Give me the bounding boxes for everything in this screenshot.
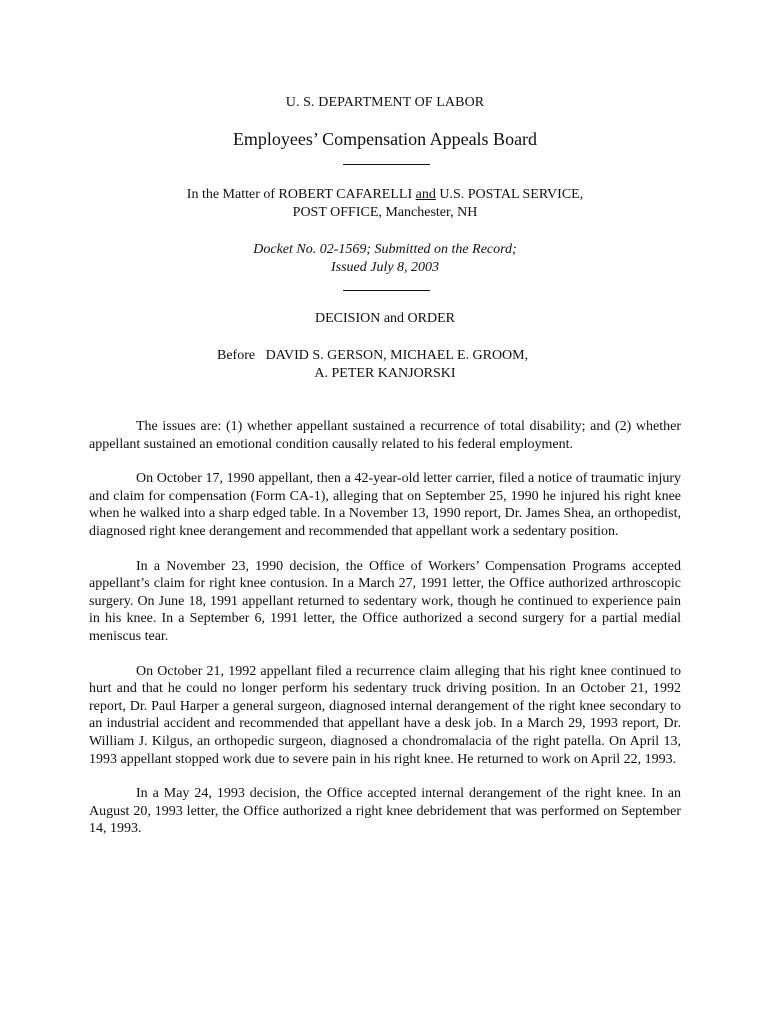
paragraph-issues: The issues are: (1) whether appellant sustained a recurrence of total disability; and (2) whether appellant sustained an emotional condition causally related to his federal employment. bbox=[89, 419, 681, 452]
docket-divider bbox=[343, 290, 430, 291]
decision-title: DECISION and ORDER bbox=[315, 311, 455, 326]
board-title: Employees’ Compensation Appeals Board bbox=[232, 129, 538, 149]
caption-party-2: U.S. POSTAL SERVICE, bbox=[435, 187, 584, 202]
title-divider bbox=[343, 164, 430, 165]
department-heading: U. S. DEPARTMENT OF LABOR bbox=[285, 95, 485, 110]
docket-line-1: Docket No. 02-1569; Submitted on the Record; bbox=[253, 242, 517, 257]
paragraph-derangement-accepted: In a May 24, 1993 decision, the Office accepted internal derangement of the right knee. In an August 20, 1993 letter, the Office authorized a right knee debridement that was performed on September 14, 1993. bbox=[89, 786, 681, 837]
panel-names-2: A. PETER KANJORSKI bbox=[314, 366, 456, 381]
paragraph-claim-accepted: In a November 23, 1990 decision, the Office of Workers’ Compensation Programs accepted appellant’s claim for right knee contusion. In a March 27, 1991 letter, the Office authorized arthroscopic surgery. On June 18, 1991 appellant returned to sedentary work, though he continued to experience pain in his knee. In a September 6, 1991 letter, the Office authorized a second surgery for a partial medial meniscus tear. bbox=[89, 558, 681, 644]
case-caption bbox=[0, 186, 770, 222]
paragraph-injury-claim: On October 17, 1990 appellant, then a 42-year-old letter carrier, filed a notice of traumatic injury and claim for compensation (Form CA-1), alleging that on September 25, 1990 he injured his right knee when he walked into a sharp edged table. In a November 13, 1990 report, Dr. James Shea, an orthopedist, diagnosed right knee derangement and recommended that appellant work a sedentary position. bbox=[89, 471, 681, 539]
caption-line-1 bbox=[0, 186, 770, 204]
caption-and: and bbox=[415, 187, 436, 202]
docket-line-2: Issued July 8, 2003 bbox=[330, 260, 440, 275]
panel-names-1: DAVID S. GERSON, MICHAEL E. GROOM, bbox=[265, 348, 529, 363]
paragraph-recurrence-claim: On October 21, 1992 appellant filed a recurrence claim alleging that his right knee continued to hurt and that he could no longer perform his sedentary truck driving position. In an October 21, 1992 report, Dr. Paul Harper a general surgeon, diagnosed internal derangement of the right knee secondary to an industrial accident and recommended that appellant have a desk job. In a March 29, 1993 report, Dr. William J. Kilgus, an orthopedic surgeon, diagnosed a chondromalacia of the right patella. On April 13, 1993 appellant stopped work due to severe pain in his right knee. He returned to work on April 22, 1993. bbox=[89, 663, 681, 767]
caption-line-2: POST OFFICE, Manchester, NH bbox=[292, 205, 478, 220]
caption-party-1: In the Matter of ROBERT CAFARELLI bbox=[186, 187, 416, 202]
decision-body bbox=[89, 418, 681, 855]
before-label: Before bbox=[217, 348, 256, 363]
docket-info bbox=[0, 241, 770, 277]
panel-line-1 bbox=[217, 347, 528, 365]
